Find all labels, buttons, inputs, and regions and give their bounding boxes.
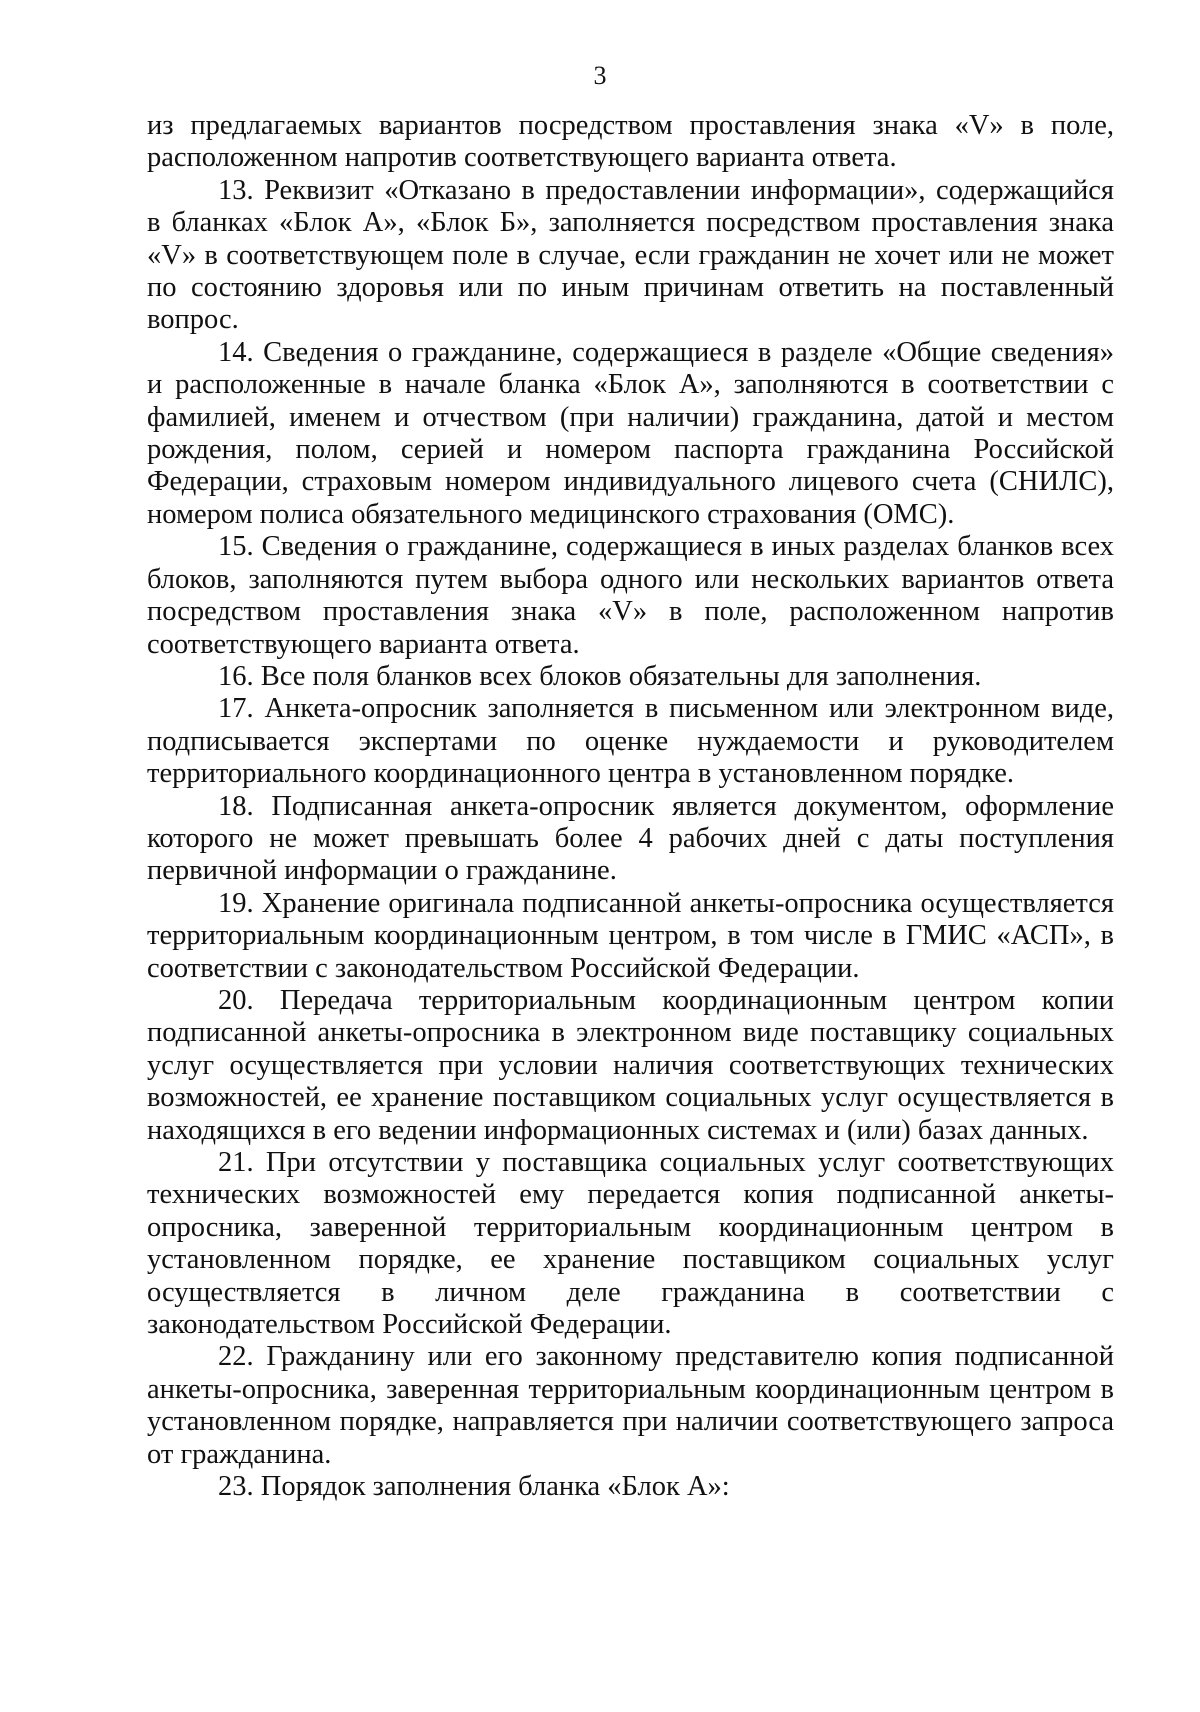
paragraph-14: 14. Сведения о гражданине, содержащиеся в разделе «Общие сведения» и расположенные в начале бланка «Блок А», заполняются в соответствии с фамилией, именем и отчеством (при наличии) гражданина, датой и местом рождения, полом, серией и номером паспорта гражданина Российской Федерации, страховым номером индивидуального лицевого счета (СНИЛС), номером полиса обязательного медицинского страхования (ОМС). — [147, 336, 1114, 530]
paragraph-22: 22. Гражданину или его законному представителю копия подписанной анкеты-опросника, заверенная территориальным координационным центром в установленном порядке, направляется при наличии соответствующего запроса от гражданина. — [147, 1341, 1114, 1470]
paragraph-12-continuation: из предлагаемых вариантов посредством проставления знака «V» в поле, расположенном напротив соответствующего варианта ответа. — [147, 110, 1114, 174]
paragraph-15: 15. Сведения о гражданине, содержащиеся в иных разделах бланков всех блоков, заполняются путем выбора одного или нескольких вариантов ответа посредством проставления знака «V» в поле, расположенном напротив соответствующего варианта ответа. — [147, 531, 1114, 660]
paragraph-21: 21. При отсутствии у поставщика социальных услуг соответствующих технических возможностей ему передается копия подписанной анкеты-опросника, заверенной территориальным координационным центром в установленном порядке, ее хранение поставщиком социальных услуг осуществляется в личном деле гражданина в соответствии с законодательством Российской Федерации. — [147, 1147, 1114, 1341]
document-body — [147, 110, 1114, 1503]
paragraph-23: 23. Порядок заполнения бланка «Блок А»: — [218, 1471, 730, 1503]
paragraph-19: 19. Хранение оригинала подписанной анкеты-опросника осуществляется территориальным координационным центром, в том числе в ГМИС «АСП», в соответствии с законодательством Российской Федерации. — [147, 887, 1114, 984]
paragraph-20: 20. Передача территориальным координационным центром копии подписанной анкеты-опросника в электронном виде поставщику социальных услуг осуществляется при условии наличия соответствующих технических возможностей, ее хранение поставщиком социальных услуг осуществляется в находящихся в его ведении информационных системах и (или) базах данных. — [147, 984, 1114, 1146]
paragraph-17: 17. Анкета-опросник заполняется в письменном или электронном виде, подписывается экспертами по оценке нуждаемости и руководителем территориального координационного центра в установленном порядке. — [147, 693, 1114, 790]
paragraph-13: 13. Реквизит «Отказано в предоставлении информации», содержащийся в бланках «Блок А», «Блок Б», заполняется посредством проставления знака «V» в соответствующем поле в случае, если гражданин не хочет или не может по состоянию здоровья или по иным причинам ответить на поставленный вопрос. — [147, 174, 1114, 336]
paragraph-16: 16. Все поля бланков всех блоков обязательны для заполнения. — [218, 660, 982, 692]
paragraph-18: 18. Подписанная анкета-опросник является документом, оформление которого не может превышать более 4 рабочих дней с даты поступления первичной информации о гражданине. — [147, 790, 1114, 887]
page-number: 3 — [593, 61, 607, 90]
